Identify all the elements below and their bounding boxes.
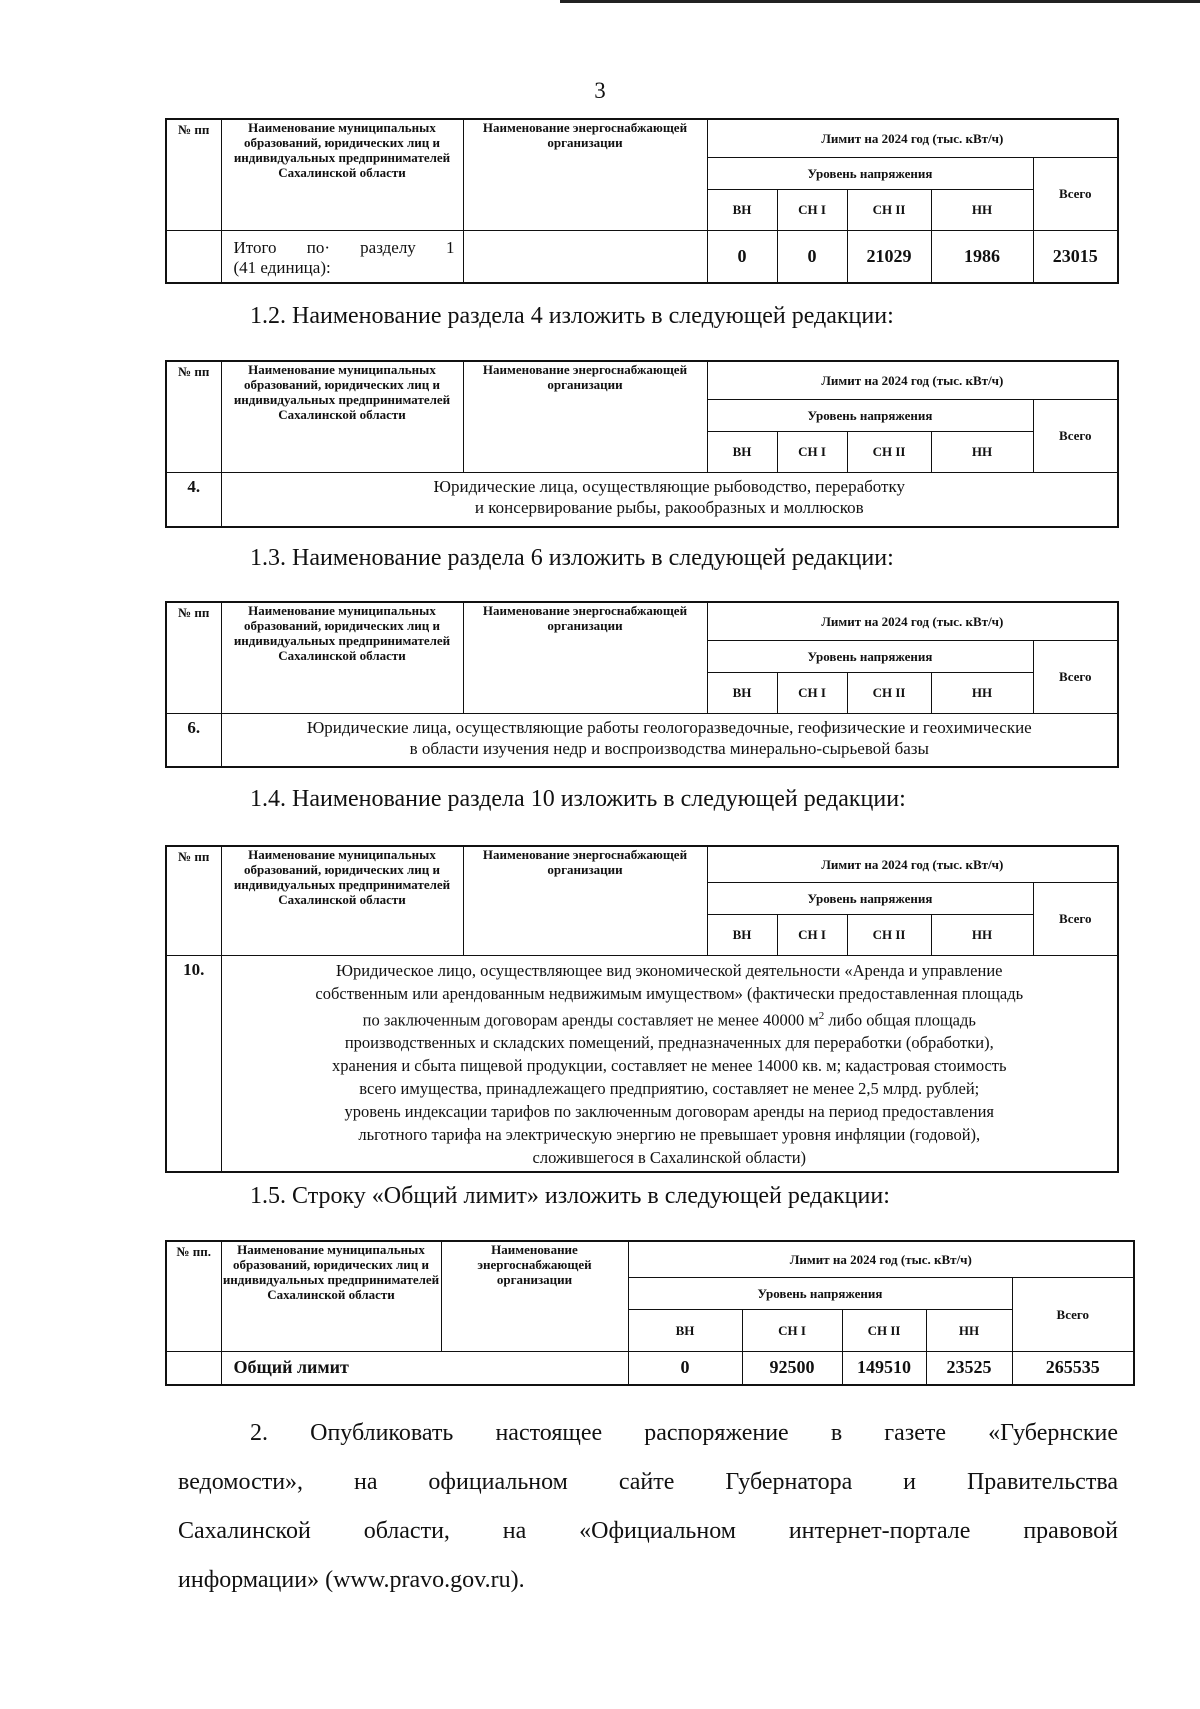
paragraph-2: 2. Опубликовать настоящее распоряжение в газете «Губернские ведомости», на официальном сайте Губернатора и Правительства Сахалинской области, на «Официальном интернет-портале правовой информации» (www.pravo.gov.ru). [178, 1420, 1118, 1593]
header-num: № пп [166, 119, 221, 230]
header-vn: ВН [707, 672, 777, 713]
value-sn2: 21029 [847, 230, 931, 283]
header-limit: Лимит на 2024 год (тыс. кВт/ч) [707, 846, 1118, 882]
section-number: 6. [166, 713, 221, 767]
header-total: Всего [1033, 640, 1118, 713]
header-nn: НН [931, 672, 1033, 713]
header-sn1: СН I [777, 189, 847, 230]
row-num-empty [166, 1351, 221, 1385]
value-nn: 1986 [931, 230, 1033, 283]
header-sn1: СН I [777, 672, 847, 713]
header-num: № пп. [166, 1241, 221, 1351]
header-sn2: СН II [847, 431, 931, 472]
header-voltage: Уровень напряжения [707, 882, 1033, 914]
top-border-line [560, 0, 1200, 3]
row-label-total-limit: Общий лимит [221, 1351, 628, 1385]
heading-1-5: 1.5. Строку «Общий лимит» изложить в следующей редакции: [250, 1183, 890, 1209]
limit-table-section-6 [165, 601, 1119, 768]
table-row [166, 230, 1118, 283]
header-sn2: СН II [847, 189, 931, 230]
header-total: Всего [1033, 399, 1118, 472]
page-number: 3 [594, 78, 606, 103]
table-row [166, 472, 1118, 527]
header-total: Всего [1012, 1277, 1134, 1351]
section-number: 10. [166, 955, 221, 1172]
limit-table-section-4 [165, 360, 1119, 528]
value-sn1: 92500 [742, 1351, 842, 1385]
header-total: Всего [1033, 882, 1118, 955]
header-entity: Наименование муниципальных образований, юридических лиц и индивидуальных предпринимателей Сахалинской области [221, 361, 463, 472]
header-limit: Лимит на 2024 год (тыс. кВт/ч) [628, 1241, 1134, 1277]
section-title: Юридические лица, осуществляющие рыбоводство, переработку и консервирование рыбы, ракообразных и моллюсков [221, 472, 1118, 527]
header-nn: НН [926, 1309, 1012, 1351]
header-sn1: СН I [742, 1309, 842, 1351]
header-vn: ВН [707, 431, 777, 472]
limit-table-total [165, 1240, 1135, 1386]
header-limit: Лимит на 2024 год (тыс. кВт/ч) [707, 602, 1118, 640]
limit-table-section-10 [165, 845, 1119, 1173]
value-total: 23015 [1033, 230, 1118, 283]
row-label-itogo: Итого по· разделу 1 (41 единица): [221, 230, 463, 283]
header-nn: НН [931, 431, 1033, 472]
heading-1-3: 1.3. Наименование раздела 6 изложить в следующей редакции: [250, 545, 894, 571]
table-row [166, 1351, 1134, 1385]
header-entity: Наименование муниципальных образований, юридических лиц и индивидуальных предпринимателей Сахалинской области [221, 119, 463, 230]
section-title: Юридическое лицо, осуществляющее вид экономической деятельности «Аренда и управление собственным или арендованным недвижимым имуществом» (фактически предоставленная площадь по заключенным договорам аренды составляет не менее 40000 $м^2$ либо общая площадь производственных и складских помещений, предназначенных для переработки (обработки), хранения и сбыта пищевой продукции, составляет не менее 14000 кв. м; кадастровая стоимость всего имущества, принадлежащего предприятию, составляет не менее 2,5 млрд. рублей; уровень индексации тарифов по заключенным договорам аренды на период предоставления льготного тарифа на электрическую энергию не превышает уровня инфляции (годовой), сложившегося в Сахалинской области) [221, 955, 1118, 1172]
header-limit: Лимит на 2024 год (тыс. кВт/ч) [707, 361, 1118, 399]
section-number: 4. [166, 472, 221, 527]
table-row [166, 955, 1118, 1172]
header-sn1: СН I [777, 914, 847, 955]
header-voltage: Уровень напряжения [707, 399, 1033, 431]
header-voltage: Уровень напряжения [707, 640, 1033, 672]
header-entity: Наименование муниципальных образований, юридических лиц и индивидуальных предпринимателей Сахалинской области [221, 846, 463, 955]
header-num: № пп [166, 361, 221, 472]
header-org: Наименование энергоснабжающей организации [463, 119, 707, 230]
row-org-empty [463, 230, 707, 283]
header-org: Наименование энергоснабжающей организации [463, 602, 707, 713]
header-vn: ВН [707, 189, 777, 230]
header-limit: Лимит на 2024 год (тыс. кВт/ч) [707, 119, 1118, 157]
heading-1-4: 1.4. Наименование раздела 10 изложить в следующей редакции: [250, 786, 906, 812]
value-sn2: 149510 [842, 1351, 926, 1385]
row-num-empty [166, 230, 221, 283]
header-sn1: СН I [777, 431, 847, 472]
heading-1-2: 1.2. Наименование раздела 4 изложить в следующей редакции: [250, 303, 894, 329]
header-entity: Наименование муниципальных образований, юридических лиц и индивидуальных предпринимателей Сахалинской области [221, 602, 463, 713]
value-total: 265535 [1012, 1351, 1134, 1385]
section-title: Юридические лица, осуществляющие работы геологоразведочные, геофизические и геохимические в области изучения недр и воспроизводства минерально-сырьевой базы [221, 713, 1118, 767]
header-voltage: Уровень напряжения [707, 157, 1033, 189]
value-vn: 0 [707, 230, 777, 283]
table-row [166, 713, 1118, 767]
limit-table-section-1-total [165, 118, 1119, 284]
header-org: Наименование энергоснабжающей организации [463, 846, 707, 955]
header-sn2: СН II [842, 1309, 926, 1351]
header-voltage: Уровень напряжения [628, 1277, 1012, 1309]
header-sn2: СН II [847, 672, 931, 713]
header-nn: НН [931, 189, 1033, 230]
header-total: Всего [1033, 157, 1118, 230]
header-org: Наименование энергоснабжающей организации [441, 1241, 628, 1351]
header-nn: НН [931, 914, 1033, 955]
value-sn1: 0 [777, 230, 847, 283]
header-num: № пп [166, 846, 221, 955]
header-vn: ВН [707, 914, 777, 955]
header-num: № пп [166, 602, 221, 713]
value-vn: 0 [628, 1351, 742, 1385]
header-sn2: СН II [847, 914, 931, 955]
header-entity: Наименование муниципальных образований, юридических лиц и индивидуальных предпринимателей Сахалинской области [221, 1241, 441, 1351]
value-nn: 23525 [926, 1351, 1012, 1385]
header-org: Наименование энергоснабжающей организации [463, 361, 707, 472]
header-vn: ВН [628, 1309, 742, 1351]
